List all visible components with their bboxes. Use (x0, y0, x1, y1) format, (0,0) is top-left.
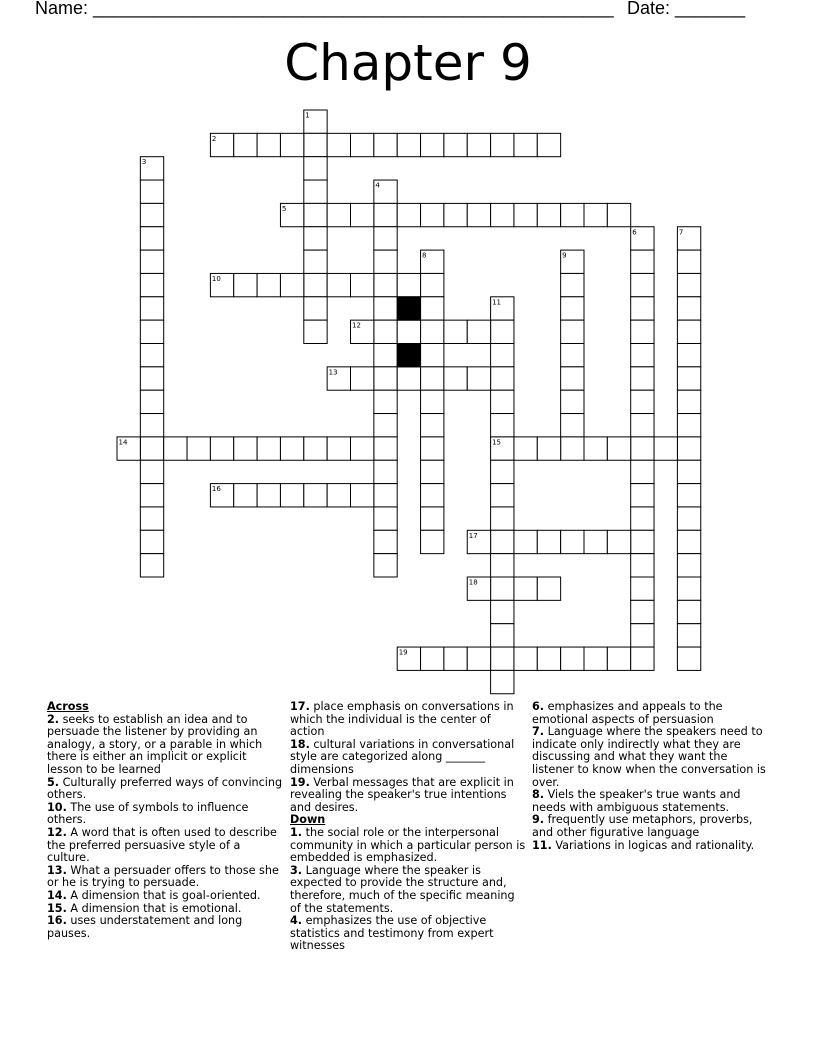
clue-text: A dimension that is emotional. (66, 901, 242, 915)
grid-cell[interactable] (421, 507, 444, 530)
grid-cell[interactable] (304, 297, 327, 320)
clue-number: 16. (47, 914, 67, 928)
grid-cell[interactable] (561, 203, 584, 226)
clue-text: the social role or the interpersonal community in which a particular person is embedded is emphasized. (290, 825, 526, 865)
grid-cell[interactable] (561, 297, 584, 320)
grid-cell[interactable] (327, 484, 350, 507)
cell-number: 19 (398, 648, 408, 657)
grid-cell[interactable] (631, 414, 654, 437)
grid-cell[interactable] (584, 203, 607, 226)
cell-number: 6 (632, 228, 637, 237)
clue-down-item (290, 915, 526, 953)
grid-cell[interactable] (304, 133, 327, 156)
grid-cell[interactable] (677, 647, 700, 670)
grid-cell[interactable] (491, 554, 514, 577)
grid-cell[interactable] (491, 624, 514, 647)
clue-number: 17. (290, 700, 310, 713)
clue-text: uses understatement and long pauses. (47, 914, 243, 940)
grid-cell[interactable] (421, 133, 444, 156)
grid-cell[interactable] (491, 577, 514, 600)
grid-cell[interactable] (677, 554, 700, 577)
cell-number: 8 (422, 251, 427, 260)
grid-cell[interactable] (631, 297, 654, 320)
grid-cell[interactable] (140, 460, 163, 483)
grid-cell[interactable] (187, 437, 210, 460)
down-heading: Down (290, 813, 326, 827)
grid-cell[interactable] (280, 484, 303, 507)
grid-cell[interactable] (491, 344, 514, 367)
name-field[interactable]: Name: ____________________________________________________ (35, 0, 614, 18)
grid-cell[interactable] (351, 203, 374, 226)
clue-number: 6. (532, 700, 545, 713)
grid-cell[interactable] (677, 624, 700, 647)
grid-cell[interactable] (677, 273, 700, 296)
grid-cell[interactable] (607, 203, 630, 226)
clue-number: 19. (290, 775, 310, 789)
clue-number: 14. (47, 888, 67, 902)
grid-cell[interactable] (491, 414, 514, 437)
clue-number: 8. (532, 788, 545, 802)
grid-cell[interactable] (631, 484, 654, 507)
grid-cell[interactable] (491, 367, 514, 390)
cell-number: 17 (468, 531, 478, 540)
clue-number: 2. (47, 712, 60, 726)
grid-cell[interactable] (257, 437, 280, 460)
grid-cell[interactable] (351, 133, 374, 156)
grid-cell[interactable] (537, 577, 560, 600)
grid-cell[interactable] (421, 367, 444, 390)
grid-cell[interactable] (631, 273, 654, 296)
grid-cell[interactable] (234, 484, 257, 507)
grid-cell[interactable] (140, 367, 163, 390)
grid-cell[interactable] (631, 367, 654, 390)
grid-cell[interactable] (140, 530, 163, 553)
grid-cell[interactable] (491, 203, 514, 226)
clue-down-item (532, 789, 768, 814)
grid-cell[interactable] (397, 367, 420, 390)
grid-cell[interactable] (561, 367, 584, 390)
grid-cell[interactable] (491, 484, 514, 507)
clue-text: cultural variations in conversational style are categorized along _______ dimensions (290, 737, 515, 776)
grid-cell[interactable] (421, 297, 444, 320)
grid-cell[interactable] (677, 600, 700, 623)
grid-cell[interactable] (421, 460, 444, 483)
grid-cell[interactable] (374, 414, 397, 437)
clue-text: Language where the speaker is expected to provide the structure and, therefore, much of the specific meaning of the statements. (290, 863, 515, 915)
grid-cell[interactable] (421, 390, 444, 413)
grid-cell[interactable] (257, 484, 280, 507)
grid-cell[interactable] (327, 203, 350, 226)
clue-number: 5. (47, 775, 60, 789)
grid-cell[interactable] (677, 344, 700, 367)
black-cell (397, 297, 420, 320)
grid-cell[interactable] (374, 133, 397, 156)
grid-cell[interactable] (584, 647, 607, 670)
grid-cell[interactable] (631, 344, 654, 367)
clue-text: seeks to establish an idea and to persuade the listener by providing an analogy, a story, or a parable in which there is either an implicit or explicit lesson to be learned (47, 712, 263, 776)
grid-cell[interactable] (677, 250, 700, 273)
grid-cell[interactable] (140, 203, 163, 226)
grid-cell[interactable] (444, 320, 467, 343)
grid-cell[interactable] (514, 203, 537, 226)
grid-cell[interactable] (467, 203, 490, 226)
grid-cell[interactable] (491, 507, 514, 530)
clue-number: 12. (47, 825, 67, 839)
grid-cell[interactable] (421, 344, 444, 367)
clue-across-item (47, 714, 283, 777)
grid-cell[interactable] (140, 390, 163, 413)
grid-cell[interactable] (561, 414, 584, 437)
clue-across-item (290, 739, 526, 777)
grid-cell[interactable] (677, 507, 700, 530)
clue-across-item (47, 802, 283, 827)
grid-cell[interactable] (467, 133, 490, 156)
clue-down-item (532, 726, 768, 789)
grid-cell[interactable] (327, 273, 350, 296)
clue-across-item (290, 777, 526, 815)
grid-cell[interactable] (677, 437, 700, 460)
clue-number: 7. (532, 725, 545, 739)
grid-cell[interactable] (677, 320, 700, 343)
grid-cell[interactable] (397, 273, 420, 296)
grid-cell[interactable] (374, 367, 397, 390)
grid-cell[interactable] (444, 367, 467, 390)
grid-cell[interactable] (351, 437, 374, 460)
clue-down-item (532, 701, 768, 726)
clue-across-item (47, 777, 283, 802)
grid-cell[interactable] (631, 530, 654, 553)
cell-number: 4 (375, 181, 380, 190)
grid-cell[interactable] (631, 437, 654, 460)
grid-cell[interactable] (374, 320, 397, 343)
grid-cell[interactable] (257, 273, 280, 296)
clue-text: Language where the speakers need to indicate only indirectly what they are discussing and what they want the listener to know when the conversation is over. (532, 725, 766, 789)
clues-column-3 (532, 701, 768, 852)
cell-number: 3 (141, 158, 147, 167)
grid-cell[interactable] (234, 437, 257, 460)
grid-cell[interactable] (677, 367, 700, 390)
grid-cell[interactable] (374, 250, 397, 273)
grid-cell[interactable] (631, 577, 654, 600)
grid-cell[interactable] (351, 484, 374, 507)
grid-cell[interactable] (280, 133, 303, 156)
grid-cell[interactable] (421, 647, 444, 670)
grid-cell[interactable] (374, 227, 397, 250)
grid-cell[interactable] (374, 203, 397, 226)
grid-cell[interactable] (631, 624, 654, 647)
grid-cell[interactable] (140, 507, 163, 530)
grid-cell[interactable] (327, 437, 350, 460)
grid-cell[interactable] (537, 133, 560, 156)
grid-cell[interactable] (607, 647, 630, 670)
clue-number: 13. (47, 863, 67, 877)
grid-cell[interactable] (584, 437, 607, 460)
grid-cell[interactable] (351, 273, 374, 296)
grid-cell[interactable] (514, 577, 537, 600)
grid-cell[interactable] (631, 600, 654, 623)
grid-cell[interactable] (561, 390, 584, 413)
grid-cell[interactable] (631, 390, 654, 413)
grid-cell[interactable] (654, 437, 677, 460)
clue-text: Culturally preferred ways of convincing others. (47, 775, 283, 802)
clue-across-item (47, 827, 283, 865)
grid-cell[interactable] (561, 530, 584, 553)
cell-number: 11 (492, 298, 502, 307)
grid-cell[interactable] (374, 507, 397, 530)
grid-cell[interactable] (140, 320, 163, 343)
grid-cell[interactable] (140, 344, 163, 367)
grid-cell[interactable] (374, 437, 397, 460)
grid-cell[interactable] (304, 157, 327, 180)
grid-cell[interactable] (304, 484, 327, 507)
grid-cell[interactable] (164, 437, 187, 460)
grid-cell[interactable] (491, 133, 514, 156)
grid-cell[interactable] (140, 180, 163, 203)
grid-cell[interactable] (491, 670, 514, 693)
grid-cell[interactable] (421, 320, 444, 343)
grid-cell[interactable] (421, 530, 444, 553)
grid-cell[interactable] (631, 554, 654, 577)
grid-cell[interactable] (374, 273, 397, 296)
grid-cell[interactable] (631, 460, 654, 483)
grid-cell[interactable] (677, 414, 700, 437)
clue-text: Verbal messages that are explicit in revealing the speaker's true intentions and desires. (290, 775, 514, 814)
cell-number: 16 (211, 485, 221, 494)
clue-number: 18. (290, 737, 310, 751)
clue-down-item (532, 814, 768, 839)
grid-cell[interactable] (140, 554, 163, 577)
clue-text: A dimension that is goal-oriented. (66, 888, 261, 902)
clue-number: 1. (290, 825, 303, 839)
grid-cell[interactable] (234, 273, 257, 296)
clue-across-item (47, 915, 283, 940)
clue-text: Viels the speaker's true wants and needs with ambiguous statements. (532, 788, 741, 814)
clue-number: 10. (47, 800, 67, 814)
cell-number: 10 (211, 274, 221, 283)
clue-text: place emphasis on conversations in which the individual is the center of action (290, 700, 514, 739)
page-title: Chapter 9 (284, 34, 532, 92)
grid-cell[interactable] (561, 273, 584, 296)
clue-down-item (532, 840, 768, 853)
grid-cell[interactable] (374, 460, 397, 483)
grid-cell[interactable] (397, 320, 420, 343)
cell-number: 2 (211, 134, 217, 143)
cell-number: 12 (352, 321, 361, 330)
cell-number: 13 (328, 368, 338, 377)
grid-cell[interactable] (327, 133, 350, 156)
grid-cell[interactable] (467, 367, 490, 390)
grid-cell[interactable] (140, 437, 163, 460)
grid-cell[interactable] (421, 273, 444, 296)
clue-across-item (290, 701, 526, 739)
date-field[interactable]: Date: _______ (627, 0, 746, 18)
grid-cell[interactable] (280, 437, 303, 460)
grid-cell[interactable] (304, 180, 327, 203)
grid-cell[interactable] (631, 647, 654, 670)
grid-cell[interactable] (631, 320, 654, 343)
grid-cell[interactable] (514, 530, 537, 553)
grid-cell[interactable] (444, 203, 467, 226)
grid-cell[interactable] (491, 390, 514, 413)
grid-cell[interactable] (444, 647, 467, 670)
grid-cell[interactable] (351, 367, 374, 390)
grid-cell[interactable] (304, 203, 327, 226)
cell-number: 15 (492, 438, 502, 447)
grid-cell[interactable] (631, 250, 654, 273)
grid-cell[interactable] (491, 647, 514, 670)
cell-number: 7 (678, 228, 684, 237)
cell-number: 5 (281, 204, 287, 213)
grid-cell[interactable] (537, 203, 560, 226)
clue-number: 3. (290, 863, 303, 877)
clue-text: frequently use metaphors, proverbs, and other figurative language (532, 813, 753, 839)
grid-cell[interactable] (374, 484, 397, 507)
grid-cell[interactable] (677, 460, 700, 483)
grid-cell[interactable] (537, 437, 560, 460)
grid-cell[interactable] (140, 484, 163, 507)
clue-text: emphasizes and appeals to the emotional aspects of persuasion (532, 700, 723, 726)
black-cell (397, 344, 420, 367)
cell-number: 1 (305, 111, 310, 120)
grid-cell[interactable] (234, 133, 257, 156)
clue-number: 11. (532, 838, 552, 852)
clue-across-item (47, 865, 283, 890)
grid-cell[interactable] (677, 297, 700, 320)
grid-cell[interactable] (467, 647, 490, 670)
grid-cell[interactable] (304, 227, 327, 250)
grid-cell[interactable] (421, 437, 444, 460)
grid-cell[interactable] (421, 414, 444, 437)
grid-cell[interactable] (514, 133, 537, 156)
grid-cell[interactable] (140, 227, 163, 250)
grid-cell[interactable] (374, 344, 397, 367)
grid-cell[interactable] (491, 320, 514, 343)
grid-cell[interactable] (304, 320, 327, 343)
grid-cell[interactable] (491, 530, 514, 553)
clue-down-item (290, 827, 526, 865)
grid-cell[interactable] (444, 133, 467, 156)
clue-number: 4. (290, 914, 303, 928)
clue-number: 9. (532, 813, 545, 827)
grid-cell[interactable] (584, 530, 607, 553)
cell-number: 14 (118, 438, 128, 447)
grid-cell[interactable] (280, 273, 303, 296)
grid-cell[interactable] (631, 507, 654, 530)
clue-text: The use of symbols to influence others. (47, 800, 249, 827)
clues-column-2 (290, 701, 526, 953)
grid-cell[interactable] (491, 460, 514, 483)
grid-cell[interactable] (374, 530, 397, 553)
grid-cell[interactable] (140, 250, 163, 273)
clue-text: A word that is often used to describe the preferred persuasive style of a culture. (47, 825, 277, 865)
grid-cell[interactable] (677, 390, 700, 413)
grid-cell[interactable] (140, 297, 163, 320)
grid-cell[interactable] (537, 647, 560, 670)
cell-number: 9 (562, 251, 567, 260)
grid-cell[interactable] (304, 250, 327, 273)
grid-cell[interactable] (257, 133, 280, 156)
grid-cell[interactable] (491, 600, 514, 623)
grid-cell[interactable] (677, 530, 700, 553)
grid-cell[interactable] (397, 203, 420, 226)
clue-number: 15. (47, 901, 67, 915)
grid-cell[interactable] (467, 320, 490, 343)
grid-cell[interactable] (304, 273, 327, 296)
grid-cell[interactable] (304, 437, 327, 460)
clue-text: What a persuader offers to those she or he is trying to persuade. (47, 863, 279, 890)
grid-cell[interactable] (607, 530, 630, 553)
grid-cell[interactable] (140, 414, 163, 437)
grid-cell[interactable] (561, 437, 584, 460)
grid-cell[interactable] (607, 437, 630, 460)
cell-number: 18 (468, 578, 478, 587)
grid-cell[interactable] (677, 577, 700, 600)
clue-down-item (290, 865, 526, 915)
grid-cell[interactable] (397, 133, 420, 156)
clues-column-1 (47, 701, 283, 940)
across-heading: Across (47, 700, 89, 713)
grid-cell[interactable] (514, 437, 537, 460)
clue-text: emphasizes the use of objective statistics and testimony from expert witnesses (290, 914, 494, 953)
grid-cell[interactable] (514, 647, 537, 670)
grid-cell[interactable] (140, 273, 163, 296)
grid-cell[interactable] (677, 484, 700, 507)
grid-cell[interactable] (421, 484, 444, 507)
grid-cell[interactable] (374, 554, 397, 577)
grid-cell[interactable] (374, 297, 397, 320)
grid-cell[interactable] (210, 437, 233, 460)
grid-cell[interactable] (561, 647, 584, 670)
grid-cell[interactable] (421, 203, 444, 226)
grid-cell[interactable] (561, 344, 584, 367)
clue-text: Variations in logicas and rationality. (551, 838, 755, 852)
grid-cell[interactable] (537, 530, 560, 553)
grid-cell[interactable] (561, 320, 584, 343)
grid-cell[interactable] (374, 390, 397, 413)
